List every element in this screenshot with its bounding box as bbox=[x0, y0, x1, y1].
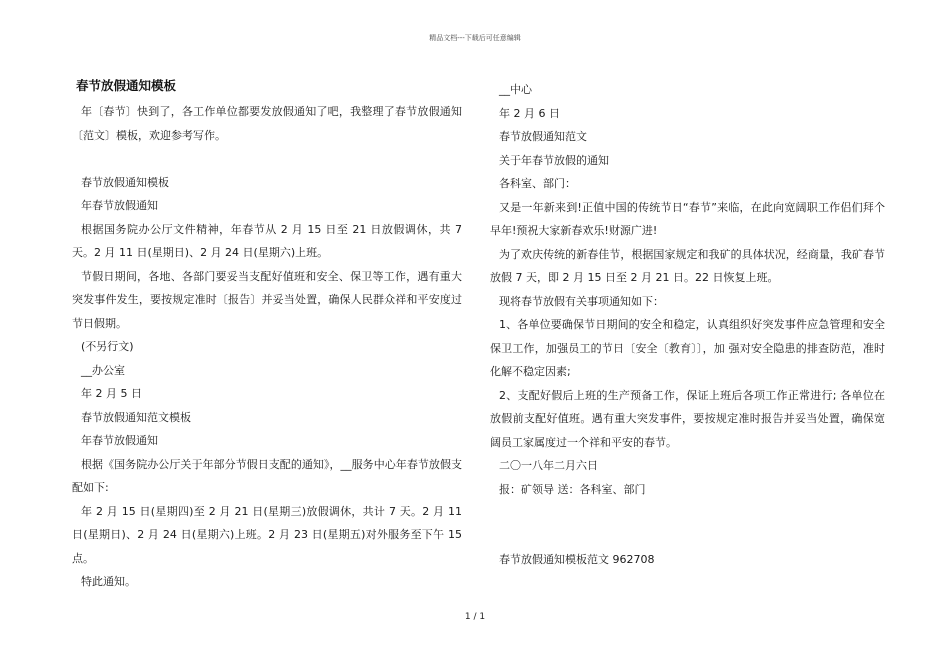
list-item: 2、支配好假后上班的生产预备工作，保证上班后各项工作正常进行; 各单位在放假前支配好值班。遇有重大突发事件，要按规定准时报告并妥当处置，确保宽阔员工家属度过一个祥和平安的春节。 bbox=[490, 388, 885, 449]
body-paragraph: 根据《国务院办公厅关于年部分节假日支配的通知》，__服务中心年春节放假支配如下: bbox=[72, 457, 462, 494]
left-column bbox=[72, 78, 462, 594]
right-column bbox=[490, 78, 885, 572]
recipient-line: 各科室、部门： bbox=[499, 177, 576, 190]
page-number: 1 / 1 bbox=[464, 612, 486, 622]
signature-date: 年 2 月 6 日 bbox=[499, 106, 560, 120]
section-heading: 春节放假通知范文模板 bbox=[81, 410, 191, 424]
body-paragraph: 又是一年新来到!正值中国的传统节日“春节”来临，在此向宽阔职工作侣们拜个早年!预祝大家新春欢乐!财源广进! bbox=[490, 200, 885, 237]
spacer bbox=[72, 147, 462, 171]
closing-line: 特此通知。 bbox=[81, 575, 136, 588]
signature-date: 年 2 月 5 日 bbox=[81, 387, 142, 400]
distribution-line: 报：矿领导 送：各科室、部门 bbox=[499, 482, 646, 496]
signature-office: __办公室 bbox=[81, 363, 125, 377]
body-paragraph: 根据国务院办公厅文件精神，年春节从 2 月 15 日至 21 日放假调休，共 7 天。2 月 11 日(星期日)、2 月 24 日(星期六)上班。 bbox=[72, 222, 462, 259]
section-heading: 春节放假通知范文 bbox=[499, 130, 587, 143]
intro-paragraph: 年〔春节〕快到了，各工作单位都要发放假通知了吧，我整理了春节放假通知〔范文〕模板，欢迎参考写作。 bbox=[72, 105, 462, 142]
notice-title: 年春节放假通知 bbox=[81, 434, 158, 447]
body-paragraph: 节假日期间，各地、各部门要妥当支配好值班和安全、保卫等工作，遇有重大突发事件发生，要按规定准时〔报告〕并妥当处置，确保人民群众祥和平安度过节日假期。 bbox=[72, 269, 462, 330]
body-paragraph: 为了欢庆传统的新春佳节，根据国家规定和我矿的具体状况，经商量，我矿春节放假 7 天，即 2 月 15 日至 2 月 21 日。22 日恢复上班。 bbox=[490, 247, 885, 284]
signature-date: 二〇一八年二月六日 bbox=[499, 459, 598, 472]
body-paragraph: 年 2 月 15 日(星期四)至 2 月 21 日(星期三)放假调休，共计 7 天。2 月 11 日(星期日)、2 月 24 日(星期六)上班。2 月 23 日(星期五)对外服务至下午 15 点。 bbox=[72, 504, 462, 565]
body-paragraph: 现将春节放假有关事项通知如下： bbox=[499, 294, 664, 308]
list-item: 1、各单位要确保节日期间的安全和稳定，认真组织好突发事件应急管理和安全保卫工作，加强员工的节日〔安全〔教育〕〕，加 强对安全隐患的排查防范，准时化解不稳定因素; bbox=[490, 318, 885, 378]
spacer bbox=[490, 501, 885, 548]
section-heading: 春节放假通知模板范文 962708 bbox=[499, 553, 655, 566]
signature-center: __中心 bbox=[499, 83, 532, 96]
page-header: 精品文档---下载后可任意编辑 bbox=[429, 34, 521, 42]
section-heading: 春节放假通知模板 bbox=[81, 175, 169, 189]
note-line: (不另行文) bbox=[81, 340, 134, 353]
notice-title: 关于年春节放假的通知 bbox=[499, 153, 609, 167]
document-title: 春节放假通知模板 bbox=[76, 78, 177, 93]
notice-title: 年春节放假通知 bbox=[81, 199, 158, 212]
